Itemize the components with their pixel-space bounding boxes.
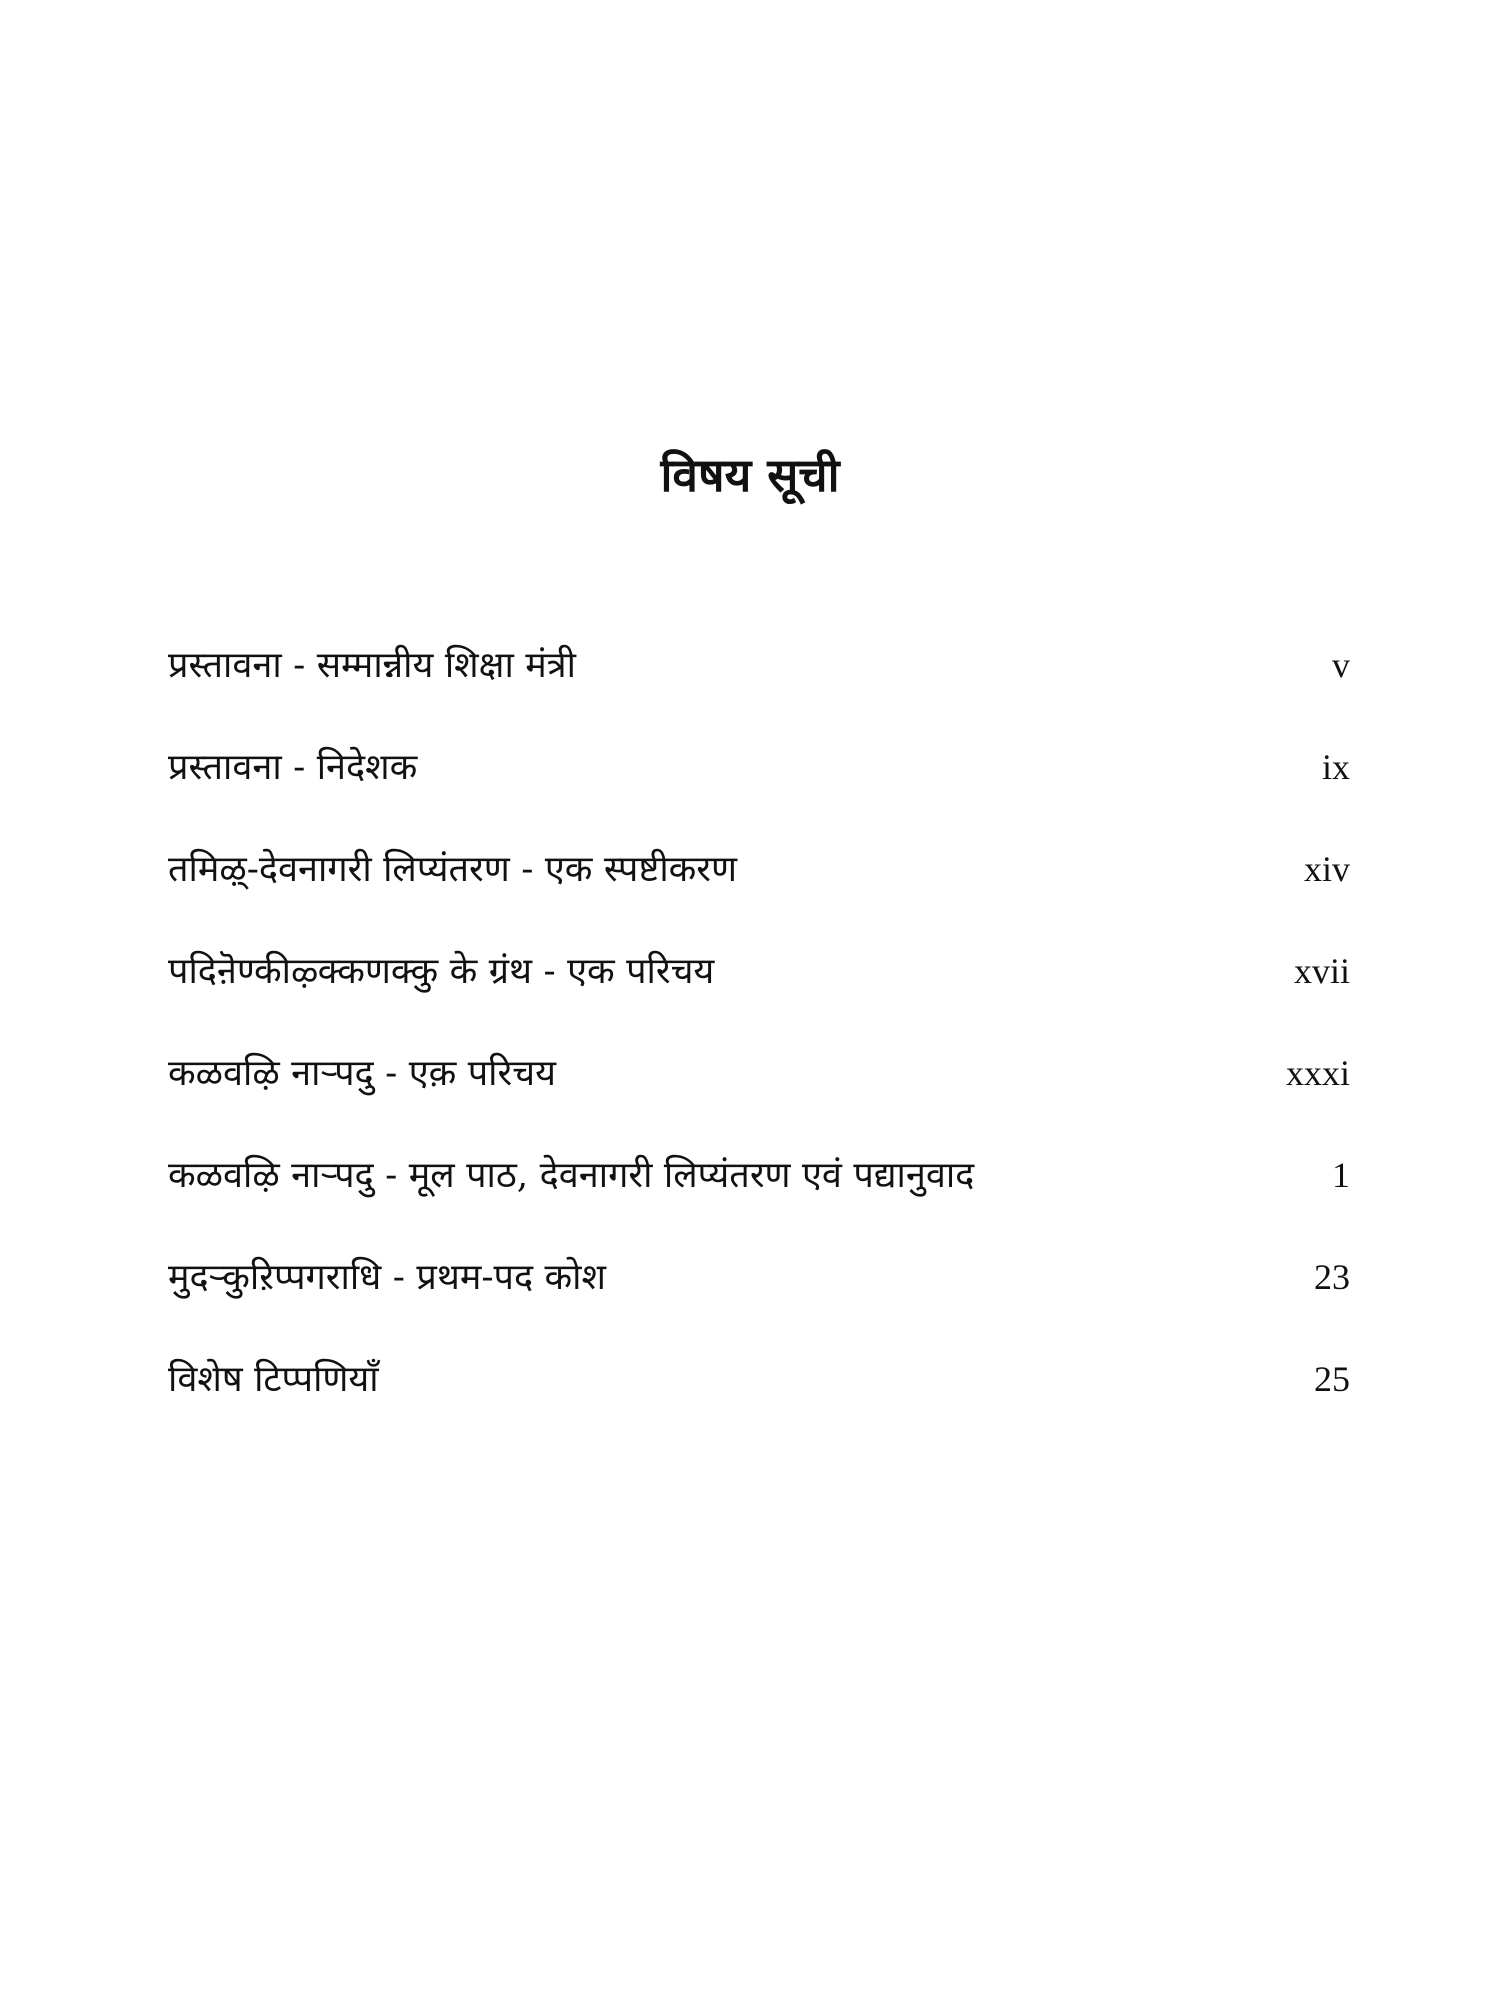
toc-entry (168, 1140, 1350, 1242)
toc-entry (168, 936, 1350, 1038)
toc-entry (168, 834, 1350, 936)
toc-entry-label: पदिऩॆण्कीऴ्क्कणक्कु के ग्रंथ - एक परिचय (168, 951, 715, 992)
toc-entry (168, 630, 1350, 732)
toc-entry-label: प्रस्तावना - सम्मान्नीय शिक्षा मंत्री (168, 645, 576, 686)
toc-entry-page-number: xxxi (1285, 1053, 1350, 1093)
toc-entry-page-number: v (1332, 645, 1350, 685)
toc-entry-label: प्रस्तावना - निदेशक (168, 747, 418, 788)
toc-entry-page-number: 25 (1314, 1359, 1350, 1399)
toc-entry-label: विशेष टिप्पणियाँ (168, 1359, 379, 1400)
toc-entry-page-number: ix (1321, 747, 1350, 787)
toc-entry-page-number: 23 (1314, 1257, 1350, 1297)
toc-entry-label: तमिऴ्-देवनागरी लिप्यंतरण - एक स्पष्टीकरण (168, 849, 738, 890)
page-title: विषय सूची (660, 448, 840, 502)
toc-entry-label: कळवऴि नाऱ्पदु - मूल पाठ, देवनागरी लिप्यंतरण एवं पद्यानुवाद (168, 1155, 975, 1196)
toc-entry-label: कळवऴि नाऱ्पदु - एक़ परिचय (168, 1053, 556, 1094)
toc-entry (168, 1344, 1350, 1446)
table-of-contents (168, 630, 1350, 1446)
toc-entry (168, 1038, 1350, 1140)
toc-entry-label: मुदऱ्कुऱिप्पगराधि - प्रथम-पद कोश (168, 1257, 606, 1298)
toc-entry-page-number: xvii (1293, 951, 1350, 991)
toc-entry (168, 1242, 1350, 1344)
toc-entry (168, 732, 1350, 834)
toc-entry-page-number: xiv (1303, 849, 1350, 889)
toc-entry-page-number: 1 (1332, 1155, 1350, 1195)
